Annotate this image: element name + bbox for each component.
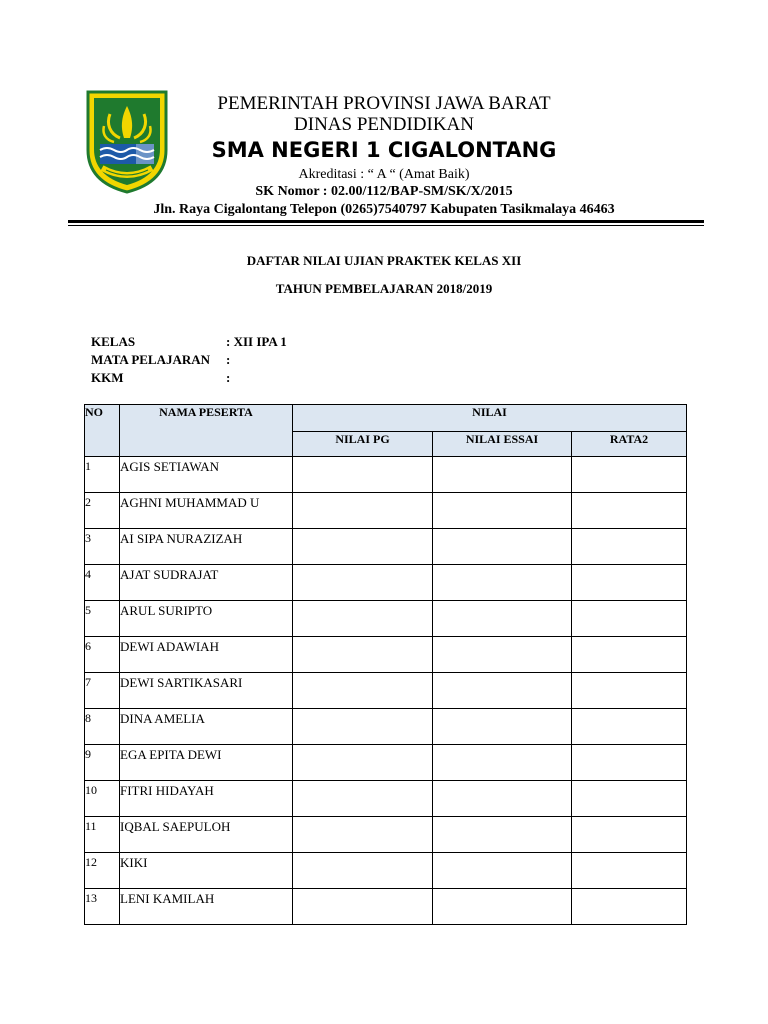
rata2-cell[interactable] <box>572 457 687 493</box>
table-row <box>85 457 687 493</box>
rata2-cell[interactable] <box>572 853 687 889</box>
student-name-cell: AGIS SETIAWAN <box>120 457 293 493</box>
student-name-cell: ARUL SURIPTO <box>120 601 293 637</box>
column-header-nilai: NILAI <box>293 405 687 432</box>
nilai-essai-cell[interactable] <box>433 781 572 817</box>
nilai-pg-cell[interactable] <box>293 817 433 853</box>
table-row <box>85 853 687 889</box>
nilai-essai-cell[interactable] <box>433 853 572 889</box>
grades-table <box>84 404 687 925</box>
nilai-pg-cell[interactable] <box>293 853 433 889</box>
rata2-cell[interactable] <box>572 529 687 565</box>
rata2-cell[interactable] <box>572 565 687 601</box>
header-divider-thick <box>68 220 704 223</box>
header-divider-thin <box>68 225 704 226</box>
table-row <box>85 637 687 673</box>
row-number-cell: 5 <box>85 601 120 637</box>
nilai-pg-cell[interactable] <box>293 457 433 493</box>
table-row <box>85 493 687 529</box>
table-row <box>85 781 687 817</box>
row-number-cell: 10 <box>85 781 120 817</box>
row-number-cell: 8 <box>85 709 120 745</box>
student-name-cell: KIKI <box>120 853 293 889</box>
column-header-nilai-essai: NILAI ESSAI <box>433 432 572 457</box>
student-name-cell: EGA EPITA DEWI <box>120 745 293 781</box>
row-number-cell: 11 <box>85 817 120 853</box>
header-government: PEMERINTAH PROVINSI JAWA BARAT <box>217 93 551 114</box>
info-mapel-label: MATA PELAJARAN <box>91 352 211 367</box>
column-header-rata2: RATA2 <box>572 432 687 457</box>
rata2-cell[interactable] <box>572 889 687 925</box>
student-name-cell: AI SIPA NURAZIZAH <box>120 529 293 565</box>
rata2-cell[interactable] <box>572 781 687 817</box>
table-row <box>85 601 687 637</box>
info-kkm-value: : <box>226 370 231 385</box>
info-kelas-value: : XII IPA 1 <box>226 334 287 349</box>
info-kelas-label: KELAS <box>91 334 136 349</box>
nilai-pg-cell[interactable] <box>293 565 433 601</box>
info-kelas <box>91 334 287 350</box>
nilai-pg-cell[interactable] <box>293 637 433 673</box>
student-name-cell: IQBAL SAEPULOH <box>120 817 293 853</box>
row-number-cell: 6 <box>85 637 120 673</box>
nilai-pg-cell[interactable] <box>293 709 433 745</box>
nilai-essai-cell[interactable] <box>433 457 572 493</box>
info-mapel <box>91 352 230 368</box>
info-kkm <box>91 370 230 386</box>
student-name-cell: DEWI SARTIKASARI <box>120 673 293 709</box>
nilai-pg-cell[interactable] <box>293 601 433 637</box>
document-title: DAFTAR NILAI UJIAN PRAKTEK KELAS XII <box>246 253 522 268</box>
nilai-essai-cell[interactable] <box>433 637 572 673</box>
student-name-cell: DINA AMELIA <box>120 709 293 745</box>
header-sk-number: SK Nomor : 02.00/112/BAP-SM/SK/X/2015 <box>255 184 513 199</box>
table-row <box>85 709 687 745</box>
row-number-cell: 13 <box>85 889 120 925</box>
nilai-essai-cell[interactable] <box>433 817 572 853</box>
student-name-cell: FITRI HIDAYAH <box>120 781 293 817</box>
rata2-cell[interactable] <box>572 817 687 853</box>
document-subtitle: TAHUN PEMBELAJARAN 2018/2019 <box>275 281 493 296</box>
nilai-essai-cell[interactable] <box>433 709 572 745</box>
table-row <box>85 817 687 853</box>
rata2-cell[interactable] <box>572 745 687 781</box>
table-row <box>85 673 687 709</box>
info-mapel-value: : <box>226 352 231 367</box>
nilai-essai-cell[interactable] <box>433 889 572 925</box>
rata2-cell[interactable] <box>572 637 687 673</box>
header-school-name: SMA NEGERI 1 CIGALONTANG <box>211 138 557 162</box>
nilai-essai-cell[interactable] <box>433 745 572 781</box>
rata2-cell[interactable] <box>572 493 687 529</box>
header-department: DINAS PENDIDIKAN <box>294 114 474 135</box>
nilai-essai-cell[interactable] <box>433 529 572 565</box>
nilai-essai-cell[interactable] <box>433 493 572 529</box>
info-kkm-label: KKM <box>91 370 124 385</box>
row-number-cell: 9 <box>85 745 120 781</box>
table-row <box>85 529 687 565</box>
table-row <box>85 889 687 925</box>
rata2-cell[interactable] <box>572 601 687 637</box>
row-number-cell: 1 <box>85 457 120 493</box>
nilai-essai-cell[interactable] <box>433 565 572 601</box>
nilai-pg-cell[interactable] <box>293 529 433 565</box>
rata2-cell[interactable] <box>572 709 687 745</box>
row-number-cell: 3 <box>85 529 120 565</box>
table-row <box>85 565 687 601</box>
student-name-cell: DEWI ADAWIAH <box>120 637 293 673</box>
row-number-cell: 7 <box>85 673 120 709</box>
table-row <box>85 745 687 781</box>
nilai-essai-cell[interactable] <box>433 601 572 637</box>
row-number-cell: 12 <box>85 853 120 889</box>
student-name-cell: LENI KAMILAH <box>120 889 293 925</box>
row-number-cell: 4 <box>85 565 120 601</box>
column-header-no: NO <box>85 405 120 457</box>
column-header-nilai-pg: NILAI PG <box>293 432 433 457</box>
nilai-pg-cell[interactable] <box>293 673 433 709</box>
header-accreditation: Akreditasi : “ A “ (Amat Baik) <box>298 167 470 182</box>
column-header-nama: NAMA PESERTA <box>120 405 293 457</box>
nilai-pg-cell[interactable] <box>293 493 433 529</box>
rata2-cell[interactable] <box>572 673 687 709</box>
nilai-essai-cell[interactable] <box>433 673 572 709</box>
student-name-cell: AGHNI MUHAMMAD U <box>120 493 293 529</box>
student-name-cell: AJAT SUDRAJAT <box>120 565 293 601</box>
header-address: Jln. Raya Cigalontang Telepon (0265)7540797 Kabupaten Tasikmalaya 46463 <box>153 202 615 217</box>
nilai-pg-cell[interactable] <box>293 889 433 925</box>
nilai-pg-cell[interactable] <box>293 745 433 781</box>
nilai-pg-cell[interactable] <box>293 781 433 817</box>
row-number-cell: 2 <box>85 493 120 529</box>
